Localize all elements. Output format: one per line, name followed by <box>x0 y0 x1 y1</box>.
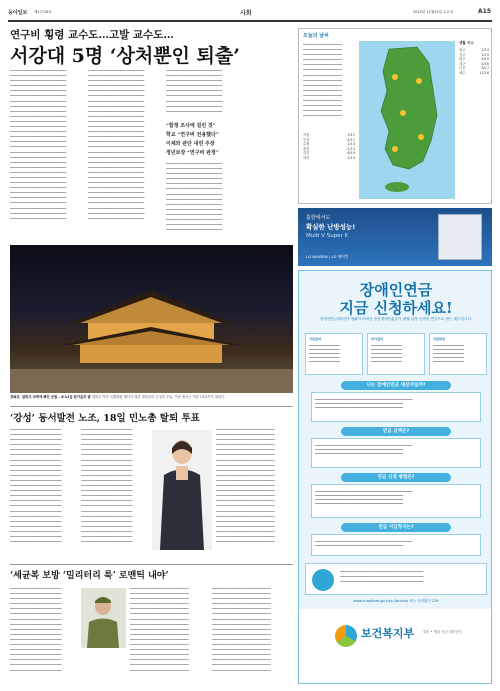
pension-ad <box>298 270 492 684</box>
pension-q1-body: ▁▁▁▁▁▁▁▁▁▁▁▁▁▁▁▁▁▁▁▁▁▁▁▁▁▁▁▁▁▁▁▁▁▁▁▁▁▁▁▁▁ ▁▁▁▁▁▁▁▁▁▁▁▁▁▁▁▁▁▁▁▁▁▁▁▁▁▁▁▁▁▁▁▁▁▁▁▁▁ ▁▁▁▁▁▁▁▁▁▁▁▁▁▁▁▁▁▁▁▁▁▁▁▁▁▁▁▁▁▁▁▁▁▁▁▁▁ <box>311 392 481 422</box>
story2-col3: ▁▁▁▁▁▁▁▁▁▁▁▁▁▁▁▁▁▁▁▁▁▁▁▁ ▁▁▁▁▁▁▁▁▁▁▁▁▁▁▁▁▁▁▁▁▁▁▁▁ ▁▁▁▁▁▁▁▁▁▁▁▁▁▁▁▁▁▁▁▁▁▁▁▁ ▁▁▁▁▁▁▁▁▁▁▁▁▁▁▁▁▁▁▁▁▁▁▁▁ ▁▁▁▁▁▁▁▁▁▁▁▁▁▁▁▁▁▁▁▁▁▁▁▁ ▁▁▁▁▁▁▁▁▁▁▁▁▁▁▁▁▁▁▁▁▁▁▁▁ ▁▁▁▁▁▁▁▁▁▁▁▁▁▁▁▁▁▁▁▁▁▁▁▁ ▁▁▁▁▁▁▁▁▁▁▁▁▁▁▁▁▁▁▁▁▁▁▁▁ ▁▁▁▁▁▁▁▁▁▁▁▁▁▁▁▁▁▁▁▁▁▁▁▁ ▁▁▁▁▁▁▁▁▁▁▁▁▁▁▁▁▁▁▁▁▁▁▁▁ ▁▁▁▁▁▁▁▁▁▁▁▁▁▁▁▁▁▁▁▁▁▁▁▁ ▁▁▁▁▁▁▁▁▁▁▁▁▁▁▁▁▁▁▁▁▁▁▁▁ ▁▁▁▁▁▁▁▁▁▁▁▁▁▁▁▁▁▁▁▁▁▁▁▁ ▁▁▁▁▁▁▁▁▁▁▁▁▁▁▁▁▁▁▁▁▁▁▁▁ ▁▁▁▁▁▁▁▁▁▁▁▁▁▁▁▁▁▁▁▁▁▁▁▁ ▁▁▁▁▁▁▁▁▁▁▁▁▁▁▁▁▁▁▁▁▁▁▁▁ ▁▁▁▁▁▁▁▁▁▁▁▁▁▁▁▁▁▁▁▁▁▁▁▁ ▁▁▁▁▁▁▁▁▁▁▁▁▁▁▁▁▁▁▁▁▁▁▁▁ ▁▁▁▁▁▁▁▁▁▁▁▁▁▁▁▁▁▁▁▁▁▁▁▁ ▁▁▁▁▁▁▁▁▁▁▁▁▁▁▁▁▁▁▁▁▁▁▁▁ ▁▁▁▁▁▁▁▁▁▁▁▁▁▁▁▁▁▁▁▁▁▁▁▁ ▁▁▁▁▁▁▁▁▁▁▁▁▁▁▁▁▁▁▁▁▁▁▁▁ ▁▁▁▁▁▁▁▁▁▁▁▁▁▁▁▁▁▁▁▁▁▁▁▁ <box>216 426 275 543</box>
story1-kicker: 연구비 횡령 교수도…고발 교수도… <box>10 29 174 41</box>
weather-index <box>459 41 489 76</box>
story1-col3: ▁▁▁▁▁▁▁▁▁▁▁▁▁▁▁▁▁▁▁▁▁▁▁ ▁▁▁▁▁▁▁▁▁▁▁▁▁▁▁▁▁▁▁▁▁▁▁ ▁▁▁▁▁▁▁▁▁▁▁▁▁▁▁▁▁▁▁▁▁▁▁ ▁▁▁▁▁▁▁▁▁▁▁▁▁▁▁▁▁▁▁▁▁▁▁ ▁▁▁▁▁▁▁▁▁▁▁▁▁▁▁▁▁▁▁▁▁▁▁ ▁▁▁▁▁▁▁▁▁▁▁▁▁▁▁▁▁▁▁▁▁▁▁ ▁▁▁▁▁▁▁▁▁▁▁▁▁▁▁▁▁▁▁▁▁▁▁ ▁▁▁▁▁▁▁▁▁▁▁▁▁▁▁▁▁▁▁▁▁▁▁ ▁▁▁▁▁▁▁▁▁▁▁▁▁▁▁▁▁▁▁▁▁▁▁ <box>166 67 223 112</box>
ad-brand: LG WHISEN | LG 에어컨 <box>306 254 349 259</box>
page-number: A15 <box>478 8 491 15</box>
story2-headline: ‘강성’ 동서발전 노조, 18일 민노총 탈퇴 투표 <box>10 413 200 424</box>
pension-q2-body: ▁▁▁▁▁▁▁▁▁▁▁▁▁▁▁▁▁▁▁▁▁▁▁▁▁▁▁▁▁▁▁▁▁▁▁▁▁▁▁▁▁ ▁▁▁▁▁▁▁▁▁▁▁▁▁▁▁▁▁▁▁▁▁▁▁▁▁▁▁▁▁▁▁▁▁▁▁▁▁ ▁▁▁▁▁▁▁▁▁▁▁▁▁▁▁▁▁▁▁▁▁▁▁▁▁▁▁▁▁▁▁▁▁▁▁▁▁ <box>311 438 481 468</box>
pension-contact <box>305 563 487 595</box>
palace-photo <box>10 245 293 393</box>
weather-city-row: 광주 5/15 <box>459 57 489 62</box>
story2-col2: ▁▁▁▁▁▁▁▁▁▁▁▁▁▁▁▁▁▁▁▁▁ ▁▁▁▁▁▁▁▁▁▁▁▁▁▁▁▁▁▁▁▁▁ ▁▁▁▁▁▁▁▁▁▁▁▁▁▁▁▁▁▁▁▁▁ ▁▁▁▁▁▁▁▁▁▁▁▁▁▁▁▁▁▁▁▁▁ ▁▁▁▁▁▁▁▁▁▁▁▁▁▁▁▁▁▁▁▁▁ ▁▁▁▁▁▁▁▁▁▁▁▁▁▁▁▁▁▁▁▁▁ ▁▁▁▁▁▁▁▁▁▁▁▁▁▁▁▁▁▁▁▁▁ ▁▁▁▁▁▁▁▁▁▁▁▁▁▁▁▁▁▁▁▁▁ ▁▁▁▁▁▁▁▁▁▁▁▁▁▁▁▁▁▁▁▁▁ ▁▁▁▁▁▁▁▁▁▁▁▁▁▁▁▁▁▁▁▁▁ ▁▁▁▁▁▁▁▁▁▁▁▁▁▁▁▁▁▁▁▁▁ ▁▁▁▁▁▁▁▁▁▁▁▁▁▁▁▁▁▁▁▁▁ ▁▁▁▁▁▁▁▁▁▁▁▁▁▁▁▁▁▁▁▁▁ ▁▁▁▁▁▁▁▁▁▁▁▁▁▁▁▁▁▁▁▁▁ ▁▁▁▁▁▁▁▁▁▁▁▁▁▁▁▁▁▁▁▁▁ ▁▁▁▁▁▁▁▁▁▁▁▁▁▁▁▁▁▁▁▁▁ ▁▁▁▁▁▁▁▁▁▁▁▁▁▁▁▁▁▁▁▁▁ ▁▁▁▁▁▁▁▁▁▁▁▁▁▁▁▁▁▁▁▁▁ ▁▁▁▁▁▁▁▁▁▁▁▁▁▁▁▁▁▁▁▁▁ ▁▁▁▁▁▁▁▁▁▁▁▁▁▁▁▁▁▁▁▁▁ ▁▁▁▁▁▁▁▁▁▁▁▁▁▁▁▁▁▁▁▁▁ ▁▁▁▁▁▁▁▁▁▁▁▁▁▁▁▁▁▁▁▁▁ ▁▁▁▁▁▁▁▁▁▁▁▁▁▁▁▁▁▁▁▁▁ <box>81 426 133 543</box>
story1-sub2: 학교 “연구비 전용했다” <box>166 132 219 138</box>
ad-line2: 확실한 난방성능! <box>306 223 356 231</box>
weather-index-label: 생활 지수 <box>459 41 474 45</box>
palace-illustration <box>10 245 293 393</box>
pension-q3-body: ▁▁▁▁▁▁▁▁▁▁▁▁▁▁▁▁▁▁▁▁▁▁▁▁▁▁▁▁▁▁▁▁▁▁▁▁▁▁▁▁▁ ▁▁▁▁▁▁▁▁▁▁▁▁▁▁▁▁▁▁▁▁▁▁▁▁▁▁▁▁▁▁▁▁▁▁▁▁▁ ▁▁▁▁▁▁▁▁▁▁▁▁▁▁▁▁▁▁▁▁▁▁▁▁▁▁▁▁▁▁▁▁▁▁▁▁▁ ▁▁▁▁▁▁▁▁▁▁▁▁▁▁▁▁▁▁▁▁▁▁▁▁▁▁▁▁▁▁▁▁▁▁▁▁▁ <box>311 484 481 518</box>
pension-subtitle: 장애인연금제도란? 생활이 어려운 중증장애인분들이 매월 일정 금액을 연금으로 받는 제도입니다. <box>319 317 473 321</box>
pension-q1: 나는 장애인연금 대상자일까? <box>341 381 451 390</box>
weather-map <box>359 41 455 199</box>
pension-box-2-title: 부가급여 <box>371 337 383 341</box>
pension-contact-text: ▁▁▁▁▁▁▁▁▁▁▁▁▁▁▁▁▁▁▁▁▁▁▁▁▁▁▁▁▁▁▁▁▁▁ ▁▁▁▁▁▁▁▁▁▁▁▁▁▁▁▁▁▁▁▁▁▁▁▁▁▁▁▁▁▁▁▁▁▁ ▁▁▁▁▁▁▁▁▁▁▁▁▁▁▁▁▁▁▁▁▁▁▁▁▁▁▁▁▁▁▁▁▁▁ <box>340 568 424 583</box>
pension-box-2: 부가급여 ▁▁▁▁▁▁▁▁▁▁▁▁▁ ▁▁▁▁▁▁▁▁▁▁▁▁▁ ▁▁▁▁▁▁▁▁▁▁▁▁▁ ▁▁▁▁▁▁▁▁▁▁▁▁▁ ▁▁▁▁▁▁▁▁▁▁▁▁▁ <box>367 333 425 375</box>
korea-map <box>359 41 455 199</box>
weather-city-row: 전주 3/15 <box>459 52 489 57</box>
pension-site[interactable]: www.e-welfare.go.kr(e-Service) 또는 국번없이 129 <box>353 599 439 603</box>
story3-col1: ▁▁▁▁▁▁▁▁▁▁▁▁▁▁▁▁▁▁▁▁▁ ▁▁▁▁▁▁▁▁▁▁▁▁▁▁▁▁▁▁▁▁▁ ▁▁▁▁▁▁▁▁▁▁▁▁▁▁▁▁▁▁▁▁▁ ▁▁▁▁▁▁▁▁▁▁▁▁▁▁▁▁▁▁▁▁▁ ▁▁▁▁▁▁▁▁▁▁▁▁▁▁▁▁▁▁▁▁▁ ▁▁▁▁▁▁▁▁▁▁▁▁▁▁▁▁▁▁▁▁▁ ▁▁▁▁▁▁▁▁▁▁▁▁▁▁▁▁▁▁▁▁▁ ▁▁▁▁▁▁▁▁▁▁▁▁▁▁▁▁▁▁▁▁▁ ▁▁▁▁▁▁▁▁▁▁▁▁▁▁▁▁▁▁▁▁▁ ▁▁▁▁▁▁▁▁▁▁▁▁▁▁▁▁▁▁▁▁▁ ▁▁▁▁▁▁▁▁▁▁▁▁▁▁▁▁▁▁▁▁▁ ▁▁▁▁▁▁▁▁▁▁▁▁▁▁▁▁▁▁▁▁▁ ▁▁▁▁▁▁▁▁▁▁▁▁▁▁▁▁▁▁▁▁▁ ▁▁▁▁▁▁▁▁▁▁▁▁▁▁▁▁▁▁▁▁▁ ▁▁▁▁▁▁▁▁▁▁▁▁▁▁▁▁▁▁▁▁▁ ▁▁▁▁▁▁▁▁▁▁▁▁▁▁▁▁▁▁▁▁▁ ▁▁▁▁▁▁▁▁▁▁▁▁▁▁▁▁▁▁▁▁▁ <box>10 585 62 671</box>
pension-logo-small <box>312 569 334 591</box>
photo-caption <box>10 395 293 399</box>
appliance-ad[interactable] <box>298 208 492 266</box>
pension-q4-body: ▁▁▁▁▁▁▁▁▁▁▁▁▁▁▁▁▁▁▁▁▁▁▁▁▁▁▁▁▁▁▁▁▁▁▁▁▁▁▁▁▁ ▁▁▁▁▁▁▁▁▁▁▁▁▁▁▁▁▁▁▁▁▁▁▁▁▁▁▁▁▁▁▁▁▁▁▁▁▁ <box>311 534 481 556</box>
person-illustration <box>152 430 212 550</box>
pension-box-3-title: 지급대상 <box>433 337 445 341</box>
story1-col4: ▁▁▁▁▁▁▁▁▁▁▁▁▁▁▁▁▁▁▁▁▁▁▁ ▁▁▁▁▁▁▁▁▁▁▁▁▁▁▁▁▁▁▁▁▁▁▁ ▁▁▁▁▁▁▁▁▁▁▁▁▁▁▁▁▁▁▁▁▁▁▁ ▁▁▁▁▁▁▁▁▁▁▁▁▁▁▁▁▁▁▁▁▁▁▁ ▁▁▁▁▁▁▁▁▁▁▁▁▁▁▁▁▁▁▁▁▁▁▁ ▁▁▁▁▁▁▁▁▁▁▁▁▁▁▁▁▁▁▁▁▁▁▁ ▁▁▁▁▁▁▁▁▁▁▁▁▁▁▁▁▁▁▁▁▁▁▁ ▁▁▁▁▁▁▁▁▁▁▁▁▁▁▁▁▁▁▁▁▁▁▁ ▁▁▁▁▁▁▁▁▁▁▁▁▁▁▁▁▁▁▁▁▁▁▁ ▁▁▁▁▁▁▁▁▁▁▁▁▁▁▁▁▁▁▁▁▁▁▁ ▁▁▁▁▁▁▁▁▁▁▁▁▁▁▁▁▁▁▁▁▁▁▁ ▁▁▁▁▁▁▁▁▁▁▁▁▁▁▁▁▁▁▁▁▁▁▁ ▁▁▁▁▁▁▁▁▁▁▁▁▁▁▁▁▁▁▁▁▁▁▁ ▁▁▁▁▁▁▁▁▁▁▁▁▁▁▁▁▁▁▁▁▁▁▁ <box>166 160 223 231</box>
story1-sub4: 정년보장 “연구비 판정” <box>166 150 219 156</box>
weather-city-row: 청주 2/14 <box>459 48 489 52</box>
story3-col2: ▁▁▁▁▁▁▁▁▁▁▁▁▁▁▁▁▁▁▁▁▁▁▁▁ ▁▁▁▁▁▁▁▁▁▁▁▁▁▁▁▁▁▁▁▁▁▁▁▁ ▁▁▁▁▁▁▁▁▁▁▁▁▁▁▁▁▁▁▁▁▁▁▁▁ ▁▁▁▁▁▁▁▁▁▁▁▁▁▁▁▁▁▁▁▁▁▁▁▁ ▁▁▁▁▁▁▁▁▁▁▁▁▁▁▁▁▁▁▁▁▁▁▁▁ ▁▁▁▁▁▁▁▁▁▁▁▁▁▁▁▁▁▁▁▁▁▁▁▁ ▁▁▁▁▁▁▁▁▁▁▁▁▁▁▁▁▁▁▁▁▁▁▁▁ ▁▁▁▁▁▁▁▁▁▁▁▁▁▁▁▁▁▁▁▁▁▁▁▁ ▁▁▁▁▁▁▁▁▁▁▁▁▁▁▁▁▁▁▁▁▁▁▁▁ ▁▁▁▁▁▁▁▁▁▁▁▁▁▁▁▁▁▁▁▁▁▁▁▁ ▁▁▁▁▁▁▁▁▁▁▁▁▁▁▁▁▁▁▁▁▁▁▁▁ ▁▁▁▁▁▁▁▁▁▁▁▁▁▁▁▁▁▁▁▁▁▁▁▁ ▁▁▁▁▁▁▁▁▁▁▁▁▁▁▁▁▁▁▁▁▁▁▁▁ ▁▁▁▁▁▁▁▁▁▁▁▁▁▁▁▁▁▁▁▁▁▁▁▁ ▁▁▁▁▁▁▁▁▁▁▁▁▁▁▁▁▁▁▁▁▁▁▁▁ ▁▁▁▁▁▁▁▁▁▁▁▁▁▁▁▁▁▁▁▁▁▁▁▁ ▁▁▁▁▁▁▁▁▁▁▁▁▁▁▁▁▁▁▁▁▁▁▁▁ <box>130 585 189 671</box>
photo-caption-title: 경복궁, 달빛의 마력에 빠진 궁궐 – 6·11일 한가을의 밤 <box>10 395 91 399</box>
pension-q2: 연금 금액은? <box>341 427 451 436</box>
weather-city-row: 춘천 -1/12 <box>303 146 355 151</box>
weather-city-row: 강릉 6/14 <box>303 151 355 156</box>
pension-q4: 연금 지급정지는? <box>341 523 451 532</box>
story1-col2: ▁▁▁▁▁▁▁▁▁▁▁▁▁▁▁▁▁▁▁▁▁▁▁ ▁▁▁▁▁▁▁▁▁▁▁▁▁▁▁▁▁▁▁▁▁▁▁ ▁▁▁▁▁▁▁▁▁▁▁▁▁▁▁▁▁▁▁▁▁▁▁ ▁▁▁▁▁▁▁▁▁▁▁▁▁▁▁▁▁▁▁▁▁▁▁ ▁▁▁▁▁▁▁▁▁▁▁▁▁▁▁▁▁▁▁▁▁▁▁ ▁▁▁▁▁▁▁▁▁▁▁▁▁▁▁▁▁▁▁▁▁▁▁ ▁▁▁▁▁▁▁▁▁▁▁▁▁▁▁▁▁▁▁▁▁▁▁ ▁▁▁▁▁▁▁▁▁▁▁▁▁▁▁▁▁▁▁▁▁▁▁ ▁▁▁▁▁▁▁▁▁▁▁▁▁▁▁▁▁▁▁▁▁▁▁ ▁▁▁▁▁▁▁▁▁▁▁▁▁▁▁▁▁▁▁▁▁▁▁ ▁▁▁▁▁▁▁▁▁▁▁▁▁▁▁▁▁▁▁▁▁▁▁ ▁▁▁▁▁▁▁▁▁▁▁▁▁▁▁▁▁▁▁▁▁▁▁ ▁▁▁▁▁▁▁▁▁▁▁▁▁▁▁▁▁▁▁▁▁▁▁ ▁▁▁▁▁▁▁▁▁▁▁▁▁▁▁▁▁▁▁▁▁▁▁ ▁▁▁▁▁▁▁▁▁▁▁▁▁▁▁▁▁▁▁▁▁▁▁ ▁▁▁▁▁▁▁▁▁▁▁▁▁▁▁▁▁▁▁▁▁▁▁ ▁▁▁▁▁▁▁▁▁▁▁▁▁▁▁▁▁▁▁▁▁▁▁ ▁▁▁▁▁▁▁▁▁▁▁▁▁▁▁▁▁▁▁▁▁▁▁ ▁▁▁▁▁▁▁▁▁▁▁▁▁▁▁▁▁▁▁▁▁▁▁ ▁▁▁▁▁▁▁▁▁▁▁▁▁▁▁▁▁▁▁▁▁▁▁ ▁▁▁▁▁▁▁▁▁▁▁▁▁▁▁▁▁▁▁▁▁▁▁ ▁▁▁▁▁▁▁▁▁▁▁▁▁▁▁▁▁▁▁▁▁▁▁ ▁▁▁▁▁▁▁▁▁▁▁▁▁▁▁▁▁▁▁▁▁▁▁ ▁▁▁▁▁▁▁▁▁▁▁▁▁▁▁▁▁▁▁▁▁▁▁ ▁▁▁▁▁▁▁▁▁▁▁▁▁▁▁▁▁▁▁▁▁▁▁ ▁▁▁▁▁▁▁▁▁▁▁▁▁▁▁▁▁▁▁▁▁▁▁ ▁▁▁▁▁▁▁▁▁▁▁▁▁▁▁▁▁▁▁▁▁▁▁ ▁▁▁▁▁▁▁▁▁▁▁▁▁▁▁▁▁▁▁▁▁▁▁ ▁▁▁▁▁▁▁▁▁▁▁▁▁▁▁▁▁▁▁▁▁▁▁ ▁▁▁▁▁▁▁▁▁▁▁▁▁▁▁▁▁▁▁▁▁▁▁ <box>88 67 145 219</box>
pension-footer <box>299 609 492 684</box>
story1-sub3: 이제와 판단 내린 주장 <box>166 141 215 147</box>
story1-sub1: “함정 조사에 걸린 것” <box>166 123 216 129</box>
story3-col3: ▁▁▁▁▁▁▁▁▁▁▁▁▁▁▁▁▁▁▁▁▁▁▁▁ ▁▁▁▁▁▁▁▁▁▁▁▁▁▁▁▁▁▁▁▁▁▁▁▁ ▁▁▁▁▁▁▁▁▁▁▁▁▁▁▁▁▁▁▁▁▁▁▁▁ ▁▁▁▁▁▁▁▁▁▁▁▁▁▁▁▁▁▁▁▁▁▁▁▁ ▁▁▁▁▁▁▁▁▁▁▁▁▁▁▁▁▁▁▁▁▁▁▁▁ ▁▁▁▁▁▁▁▁▁▁▁▁▁▁▁▁▁▁▁▁▁▁▁▁ ▁▁▁▁▁▁▁▁▁▁▁▁▁▁▁▁▁▁▁▁▁▁▁▁ ▁▁▁▁▁▁▁▁▁▁▁▁▁▁▁▁▁▁▁▁▁▁▁▁ ▁▁▁▁▁▁▁▁▁▁▁▁▁▁▁▁▁▁▁▁▁▁▁▁ ▁▁▁▁▁▁▁▁▁▁▁▁▁▁▁▁▁▁▁▁▁▁▁▁ ▁▁▁▁▁▁▁▁▁▁▁▁▁▁▁▁▁▁▁▁▁▁▁▁ ▁▁▁▁▁▁▁▁▁▁▁▁▁▁▁▁▁▁▁▁▁▁▁▁ ▁▁▁▁▁▁▁▁▁▁▁▁▁▁▁▁▁▁▁▁▁▁▁▁ ▁▁▁▁▁▁▁▁▁▁▁▁▁▁▁▁▁▁▁▁▁▁▁▁ ▁▁▁▁▁▁▁▁▁▁▁▁▁▁▁▁▁▁▁▁▁▁▁▁ ▁▁▁▁▁▁▁▁▁▁▁▁▁▁▁▁▁▁▁▁▁▁▁▁ ▁▁▁▁▁▁▁▁▁▁▁▁▁▁▁▁▁▁▁▁▁▁▁▁ <box>212 585 271 671</box>
ad-product-image <box>438 214 482 260</box>
pension-box-1: 기초급여 ▁▁▁▁▁▁▁▁▁▁▁▁▁ ▁▁▁▁▁▁▁▁▁▁▁▁▁ ▁▁▁▁▁▁▁▁▁▁▁▁▁ ▁▁▁▁▁▁▁▁▁▁▁▁▁ ▁▁▁▁▁▁▁▁▁▁▁▁▁ <box>305 333 363 375</box>
weather-city-row: 대구 4/16 <box>459 61 489 66</box>
pension-box-3: 지급대상 ▁▁▁▁▁▁▁▁▁▁▁▁▁ ▁▁▁▁▁▁▁▁▁▁▁▁▁ ▁▁▁▁▁▁▁▁▁▁▁▁▁ ▁▁▁▁▁▁▁▁▁▁▁▁▁ ▁▁▁▁▁▁▁▁▁▁▁▁▁ <box>429 333 487 375</box>
ministry-slogan: 희망 • 행복 공존 대한민국 <box>423 630 463 634</box>
story1-subheads <box>166 122 238 158</box>
weather-city-row: 대전 2/14 <box>303 155 355 160</box>
paper-name: 동아일보 <box>8 10 28 16</box>
issue-number: 제27718호 <box>34 10 52 14</box>
weather-city-list <box>303 133 355 161</box>
weather-city-row: 부산 8/17 <box>459 66 489 71</box>
divider-1 <box>10 406 293 407</box>
divider-2 <box>10 564 293 565</box>
story3-headline: ‘세균복 보방 ‘밀리터리 룩’ 로맨틱 내야’ <box>10 571 169 581</box>
person-photo <box>152 430 212 550</box>
photo-caption-text: 경복궁 야간 특별관람 행사가 열린 경복궁의 근정전 모습. 이번 행사는 이달 13일까지 열린다. <box>91 395 226 399</box>
date: 2010년 11월10일 수요일 <box>413 10 454 14</box>
pension-title-2: 지금 신청하세요! <box>339 299 453 317</box>
masthead-rule <box>8 20 492 22</box>
pension-box-1-title: 기초급여 <box>309 337 321 341</box>
masthead <box>8 7 492 19</box>
weather-notes: ▁▁▁▁▁▁▁▁▁▁▁▁▁▁▁▁ ▁▁▁▁▁▁▁▁▁▁▁▁▁▁▁▁ ▁▁▁▁▁▁▁▁▁▁▁▁▁▁▁▁ ▁▁▁▁▁▁▁▁▁▁▁▁▁▁▁▁ ▁▁▁▁▁▁▁▁▁▁▁▁▁▁▁▁ ▁▁▁▁▁▁▁▁▁▁▁▁▁▁▁▁ ▁▁▁▁▁▁▁▁▁▁▁▁▁▁▁▁ ▁▁▁▁▁▁▁▁▁▁▁▁▁▁▁▁ ▁▁▁▁▁▁▁▁▁▁▁▁▁▁▁▁ ▁▁▁▁▁▁▁▁▁▁▁▁▁▁▁▁ ▁▁▁▁▁▁▁▁▁▁▁▁▁▁▁▁ ▁▁▁▁▁▁▁▁▁▁▁▁▁▁▁▁ ▁▁▁▁▁▁▁▁▁▁▁▁▁▁▁▁ ▁▁▁▁▁▁▁▁▁▁▁▁▁▁▁▁ ▁▁▁▁▁▁▁▁▁▁▁▁▁▁▁▁ <box>303 41 343 117</box>
ad-line1: 흡한에서도 <box>306 215 331 221</box>
pension-title-1: 장애인연금 <box>359 281 433 299</box>
weather-title: 오늘의 날씨 <box>303 33 329 39</box>
weather-city-row: 인천 4/11 <box>303 137 355 142</box>
soldier-illustration <box>81 588 126 648</box>
story1-col1: ▁▁▁▁▁▁▁▁▁▁▁▁▁▁▁▁▁▁▁▁▁▁▁ ▁▁▁▁▁▁▁▁▁▁▁▁▁▁▁▁▁▁▁▁▁▁▁ ▁▁▁▁▁▁▁▁▁▁▁▁▁▁▁▁▁▁▁▁▁▁▁ ▁▁▁▁▁▁▁▁▁▁▁▁▁▁▁▁▁▁▁▁▁▁▁ ▁▁▁▁▁▁▁▁▁▁▁▁▁▁▁▁▁▁▁▁▁▁▁ ▁▁▁▁▁▁▁▁▁▁▁▁▁▁▁▁▁▁▁▁▁▁▁ ▁▁▁▁▁▁▁▁▁▁▁▁▁▁▁▁▁▁▁▁▁▁▁ ▁▁▁▁▁▁▁▁▁▁▁▁▁▁▁▁▁▁▁▁▁▁▁ ▁▁▁▁▁▁▁▁▁▁▁▁▁▁▁▁▁▁▁▁▁▁▁ ▁▁▁▁▁▁▁▁▁▁▁▁▁▁▁▁▁▁▁▁▁▁▁ ▁▁▁▁▁▁▁▁▁▁▁▁▁▁▁▁▁▁▁▁▁▁▁ ▁▁▁▁▁▁▁▁▁▁▁▁▁▁▁▁▁▁▁▁▁▁▁ ▁▁▁▁▁▁▁▁▁▁▁▁▁▁▁▁▁▁▁▁▁▁▁ ▁▁▁▁▁▁▁▁▁▁▁▁▁▁▁▁▁▁▁▁▁▁▁ ▁▁▁▁▁▁▁▁▁▁▁▁▁▁▁▁▁▁▁▁▁▁▁ ▁▁▁▁▁▁▁▁▁▁▁▁▁▁▁▁▁▁▁▁▁▁▁ ▁▁▁▁▁▁▁▁▁▁▁▁▁▁▁▁▁▁▁▁▁▁▁ ▁▁▁▁▁▁▁▁▁▁▁▁▁▁▁▁▁▁▁▁▁▁▁ ▁▁▁▁▁▁▁▁▁▁▁▁▁▁▁▁▁▁▁▁▁▁▁ ▁▁▁▁▁▁▁▁▁▁▁▁▁▁▁▁▁▁▁▁▁▁▁ ▁▁▁▁▁▁▁▁▁▁▁▁▁▁▁▁▁▁▁▁▁▁▁ ▁▁▁▁▁▁▁▁▁▁▁▁▁▁▁▁▁▁▁▁▁▁▁ ▁▁▁▁▁▁▁▁▁▁▁▁▁▁▁▁▁▁▁▁▁▁▁ ▁▁▁▁▁▁▁▁▁▁▁▁▁▁▁▁▁▁▁▁▁▁▁ ▁▁▁▁▁▁▁▁▁▁▁▁▁▁▁▁▁▁▁▁▁▁▁ ▁▁▁▁▁▁▁▁▁▁▁▁▁▁▁▁▁▁▁▁▁▁▁ ▁▁▁▁▁▁▁▁▁▁▁▁▁▁▁▁▁▁▁▁▁▁▁ ▁▁▁▁▁▁▁▁▁▁▁▁▁▁▁▁▁▁▁▁▁▁▁ ▁▁▁▁▁▁▁▁▁▁▁▁▁▁▁▁▁▁▁▁▁▁▁ ▁▁▁▁▁▁▁▁▁▁▁▁▁▁▁▁▁▁▁▁▁▁▁ <box>10 67 67 219</box>
story2-col1: ▁▁▁▁▁▁▁▁▁▁▁▁▁▁▁▁▁▁▁▁▁ ▁▁▁▁▁▁▁▁▁▁▁▁▁▁▁▁▁▁▁▁▁ ▁▁▁▁▁▁▁▁▁▁▁▁▁▁▁▁▁▁▁▁▁ ▁▁▁▁▁▁▁▁▁▁▁▁▁▁▁▁▁▁▁▁▁ ▁▁▁▁▁▁▁▁▁▁▁▁▁▁▁▁▁▁▁▁▁ ▁▁▁▁▁▁▁▁▁▁▁▁▁▁▁▁▁▁▁▁▁ ▁▁▁▁▁▁▁▁▁▁▁▁▁▁▁▁▁▁▁▁▁ ▁▁▁▁▁▁▁▁▁▁▁▁▁▁▁▁▁▁▁▁▁ ▁▁▁▁▁▁▁▁▁▁▁▁▁▁▁▁▁▁▁▁▁ ▁▁▁▁▁▁▁▁▁▁▁▁▁▁▁▁▁▁▁▁▁ ▁▁▁▁▁▁▁▁▁▁▁▁▁▁▁▁▁▁▁▁▁ ▁▁▁▁▁▁▁▁▁▁▁▁▁▁▁▁▁▁▁▁▁ ▁▁▁▁▁▁▁▁▁▁▁▁▁▁▁▁▁▁▁▁▁ ▁▁▁▁▁▁▁▁▁▁▁▁▁▁▁▁▁▁▁▁▁ ▁▁▁▁▁▁▁▁▁▁▁▁▁▁▁▁▁▁▁▁▁ ▁▁▁▁▁▁▁▁▁▁▁▁▁▁▁▁▁▁▁▁▁ ▁▁▁▁▁▁▁▁▁▁▁▁▁▁▁▁▁▁▁▁▁ ▁▁▁▁▁▁▁▁▁▁▁▁▁▁▁▁▁▁▁▁▁ ▁▁▁▁▁▁▁▁▁▁▁▁▁▁▁▁▁▁▁▁▁ ▁▁▁▁▁▁▁▁▁▁▁▁▁▁▁▁▁▁▁▁▁ ▁▁▁▁▁▁▁▁▁▁▁▁▁▁▁▁▁▁▁▁▁ ▁▁▁▁▁▁▁▁▁▁▁▁▁▁▁▁▁▁▁▁▁ ▁▁▁▁▁▁▁▁▁▁▁▁▁▁▁▁▁▁▁▁▁ <box>10 426 62 543</box>
ministry-name: 보건복지부 <box>361 627 415 640</box>
section-title: 사회 <box>240 10 252 17</box>
weather-city-row: 서울 3/12 <box>303 133 355 137</box>
story1-headline: 서강대 5명 ‘상처뿐인 퇴출’ <box>10 45 240 67</box>
weather-city-row: 수원 1/13 <box>303 142 355 147</box>
soldier-photo <box>81 588 126 648</box>
weather-city-row: 제주 11/16 <box>459 70 489 75</box>
ad-line3: Multi V Super II <box>306 233 348 239</box>
pension-q3: 연금 신청 방법은? <box>341 473 451 482</box>
weather-panel <box>298 28 492 204</box>
ministry-logo-icon <box>335 625 357 647</box>
